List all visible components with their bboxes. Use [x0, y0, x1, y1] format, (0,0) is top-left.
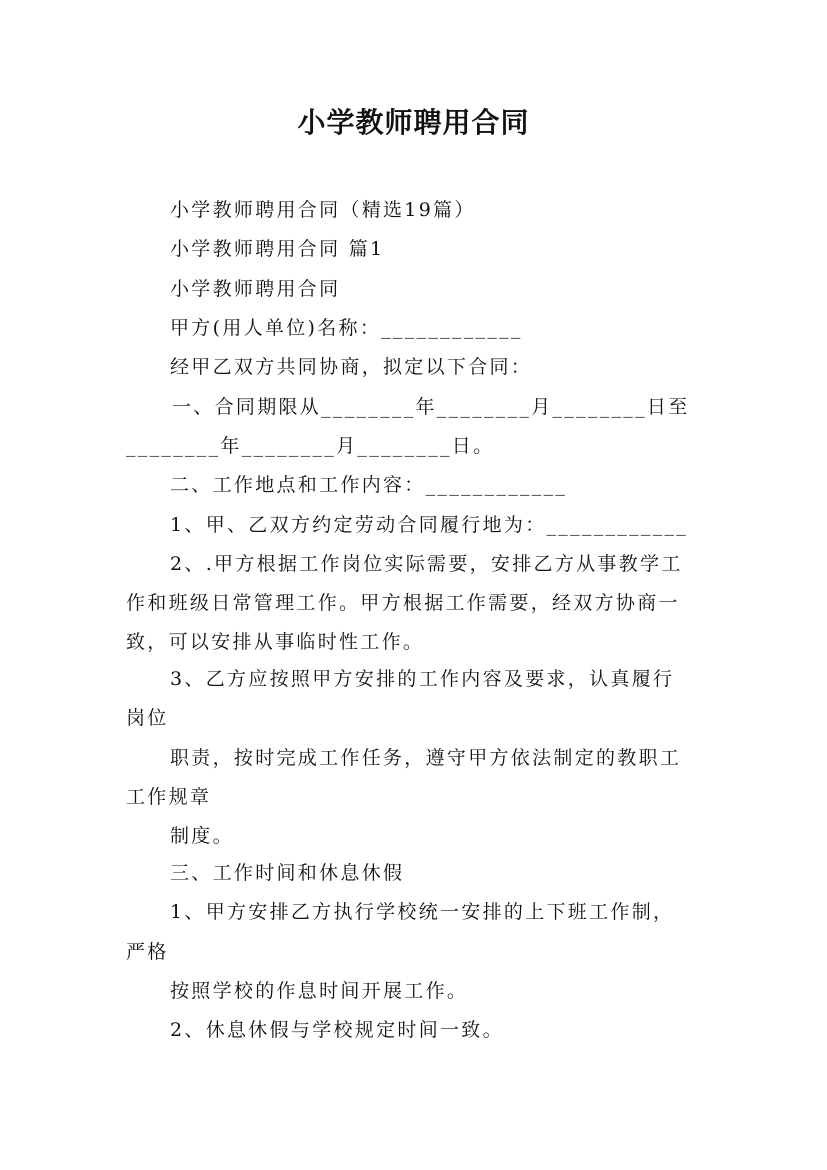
term-clause-line: 一、合同期限从________年________月________日至 [172, 396, 690, 418]
clause-paragraph-line: 严格 [126, 941, 169, 963]
agreement-intro-line: 经甲乙双方共同协商，拟定以下合同： [170, 356, 533, 378]
clause-paragraph-line: 2、.甲方根据工作岗位实际需要，安排乙方从事教学工 [170, 553, 683, 575]
contract-heading: 小学教师聘用合同 [170, 278, 341, 300]
party-a-name-line: 甲方(用人单位)名称：____________ [170, 317, 523, 339]
clause-paragraph-line: 2、休息休假与学校规定时间一致。 [170, 1019, 504, 1041]
clause-paragraph-line: 工作规章 [126, 786, 212, 808]
clause-paragraph-line: 岗位 [126, 707, 169, 729]
document-title: 小学教师聘用合同 [297, 106, 530, 139]
clause-paragraph-line: 职责，按时完成工作任务，遵守甲方依法制定的教职工 [170, 747, 682, 769]
subtitle-line: 小学教师聘用合同（精选19篇） [170, 199, 476, 221]
clause-paragraph-line: 作和班级日常管理工作。甲方根据工作需要，经双方协商一 [126, 592, 680, 614]
clause-paragraph-line: 1、甲方安排乙方执行学校统一安排的上下班工作制， [170, 901, 675, 923]
clause-paragraph-line: 制度。 [170, 825, 234, 847]
term-clause-line: ________年________月________日。 [126, 435, 495, 457]
section-three-heading: 三、工作时间和休息休假 [170, 862, 405, 884]
clause-paragraph-line: 1、甲、乙双方约定劳动合同履行地为：____________ [170, 514, 689, 536]
clause-paragraph-line: 按照学校的作息时间开展工作。 [170, 980, 469, 1002]
clause-paragraph-line: 3、乙方应按照甲方安排的工作内容及要求，认真履行 [170, 668, 675, 690]
chapter-heading: 小学教师聘用合同 篇1 [170, 238, 385, 260]
clause-paragraph-line: 致，可以安排从事临时性工作。 [126, 631, 425, 653]
section-two-heading: 二、工作地点和工作内容：____________ [170, 474, 568, 496]
